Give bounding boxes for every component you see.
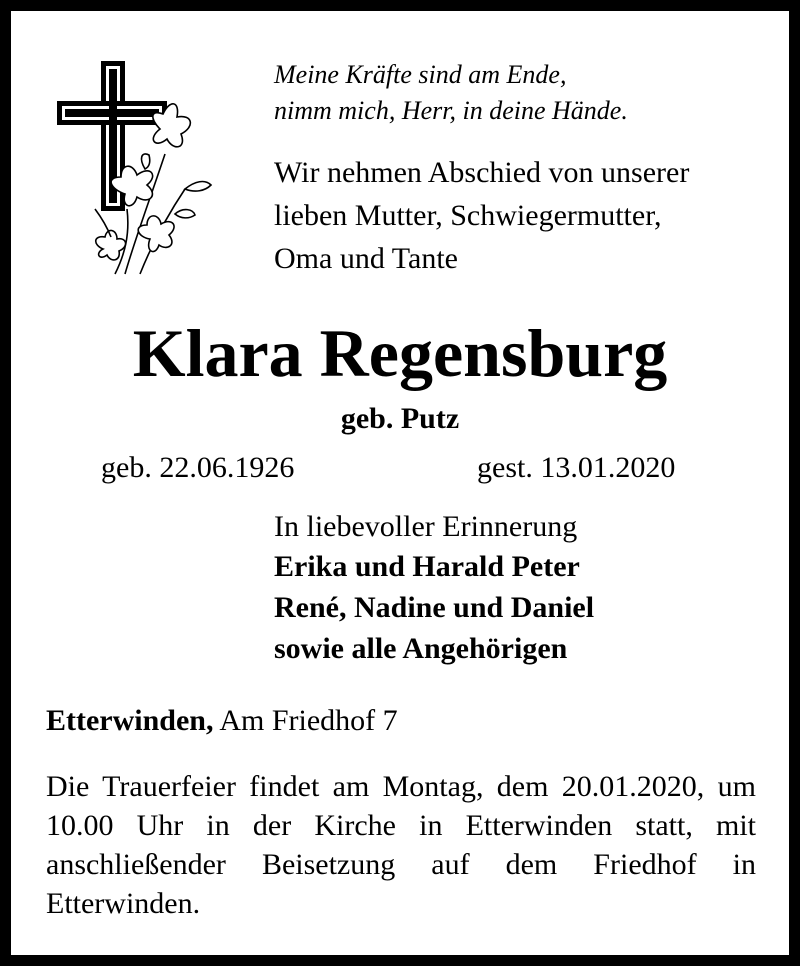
address-town: Etterwinden, <box>46 704 214 737</box>
address-street: Am Friedhof 7 <box>213 704 398 737</box>
mourner-line: René, Nadine und Daniel <box>274 591 595 624</box>
verse-line: Meine Kräfte sind am Ende, <box>274 60 567 89</box>
deceased-name: Klara Regensburg <box>132 315 668 391</box>
maiden-name: geb. Putz <box>340 402 460 435</box>
birth-date: geb. 22.06.1926 <box>101 451 295 484</box>
death-date: gest. 13.01.2020 <box>477 451 676 484</box>
memory-line: In liebevoller Erinnerung <box>274 510 578 543</box>
mourner-line: Erika und Harald Peter <box>274 550 580 583</box>
cross-with-lilies-icon <box>55 59 215 279</box>
verse-line: nimm mich, Herr, in deine Hände. <box>274 96 628 125</box>
mourner-line: sowie alle Angehörigen <box>274 632 568 665</box>
service-announcement: Die Trauerfeier findet am Montag, dem 20.01.2020, um 10.00 Uhr in der Kirche in Etterwinden statt, mit anschließender Beisetzung auf dem Friedhof in Etterwinden. <box>46 770 756 920</box>
intro-line: Wir nehmen Abschied von unserer <box>274 156 690 189</box>
intro-line: Oma und Tante <box>274 242 458 275</box>
address <box>46 701 398 741</box>
intro-line: lieben Mutter, Schwiegermutter, <box>274 199 662 232</box>
